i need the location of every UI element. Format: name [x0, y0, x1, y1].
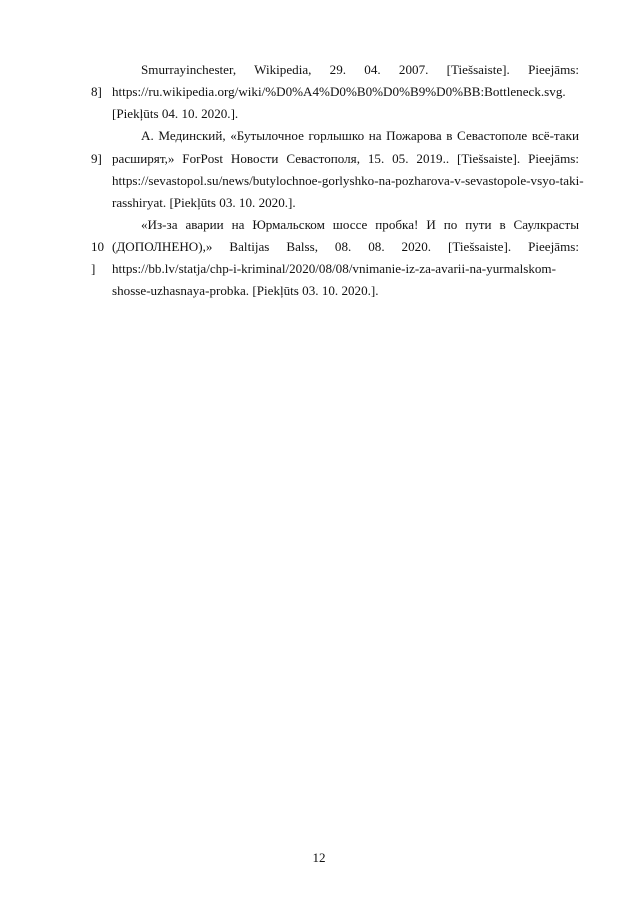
reference-10-number: 10 [91, 239, 105, 254]
reference-9-number: 9] [91, 151, 102, 166]
reference-9-url-link[interactable]: https://sevastopol.su/news/butylochnoe-gorlyshko-na-pozharova-v-sevastopole-vsyo-taki- [112, 173, 584, 188]
reference-10-line-1: «Из-за аварии на Юрмальском шоссе пробка! И по пути в Саулкрасты [141, 217, 579, 232]
reference-9-line-4: rasshiryat. [Piekļūts 03. 10. 2020.]. [112, 195, 296, 210]
reference-10-number-bracket: ] [91, 261, 96, 276]
reference-10-url-link[interactable]: https://bb.lv/statja/chp-i-kriminal/2020/08/08/vnimanie-iz-za-avarii-na-yurmalskom- [112, 261, 556, 276]
reference-9-line-2: расширят,» ForPost Новости Севастополя, 15. 05. 2019.. [Tiešsaiste]. Pieejāms: [112, 151, 579, 166]
reference-8-line-3: [Piekļūts 04. 10. 2020.]. [112, 106, 239, 121]
reference-8-number: 8] [91, 84, 102, 99]
reference-9-line-1: А. Мединский, «Бутылочное горлышко на Пожарова в Севастополе всё-таки [141, 128, 579, 143]
reference-8-line-1: Smurrayinchester, Wikipedia, 29. 04. 2007. [Tiešsaiste]. Pieejāms: [141, 62, 579, 77]
page-number: 12 [312, 850, 326, 865]
reference-10-line-4: shosse-uzhasnaya-probka. [Piekļūts 03. 10. 2020.]. [112, 283, 379, 298]
reference-10-line-2: (ДОПОЛНЕНО),» Baltijas Balss, 08. 08. 2020. [Tiešsaiste]. Pieejāms: [112, 239, 579, 254]
reference-8-url-link[interactable]: https://ru.wikipedia.org/wiki/%D0%A4%D0%B0%D0%B9%D0%BB:Bottleneck.svg. [112, 84, 566, 99]
